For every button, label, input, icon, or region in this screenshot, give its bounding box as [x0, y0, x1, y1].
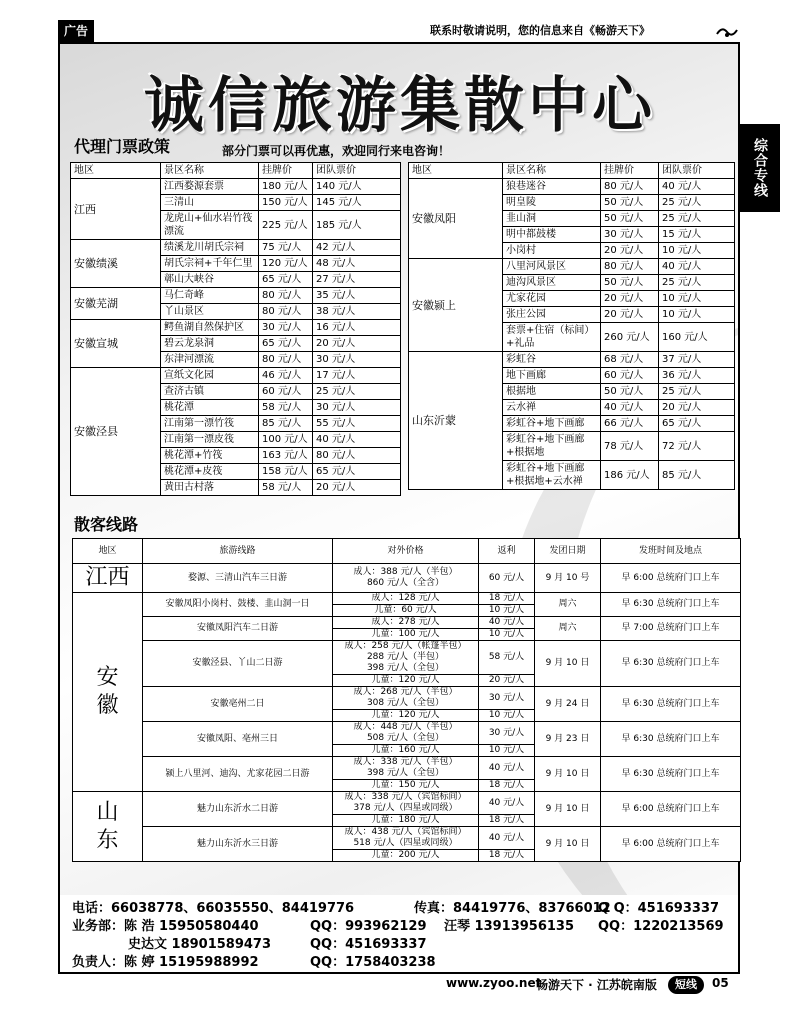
header-note: 联系时敬请说明，您的信息来自《畅游天下》: [430, 24, 650, 37]
group-price-cell: 30 元/人: [313, 352, 401, 368]
table-row: [73, 593, 741, 605]
group-price-cell: 20 元/人: [313, 336, 401, 352]
route-rebate-cell: 18 元/人: [479, 850, 535, 862]
list-price-cell: 46 元/人: [259, 368, 313, 384]
list-price-cell: 60 元/人: [601, 368, 659, 384]
route-section-title: 散客线路: [74, 515, 139, 534]
header-group-price: 团队票价: [313, 163, 401, 179]
table-row: [71, 179, 401, 195]
page-title: 诚信旅游集散中心: [144, 71, 656, 141]
scenic-cell: 桃花潭+皮筏: [161, 464, 259, 480]
region-cell: 安徽凤阳: [409, 179, 503, 259]
sales-contact-3: 史达文 18901589473: [128, 937, 272, 952]
table-row: [71, 240, 401, 256]
group-price-cell: 55 元/人: [313, 416, 401, 432]
list-price-cell: 66 元/人: [601, 416, 659, 432]
list-price-cell: 30 元/人: [259, 320, 313, 336]
list-price-cell: 163 元/人: [259, 448, 313, 464]
table-row: [409, 179, 735, 195]
route-header-price: 对外价格: [333, 539, 479, 564]
table-row: [73, 757, 741, 780]
list-price-cell: 85 元/人: [259, 416, 313, 432]
sales-contact: 业务部：陈 浩 15950580440: [72, 919, 259, 934]
route-rebate-cell: 60 元/人: [479, 564, 535, 593]
group-price-cell: 25 元/人: [313, 384, 401, 400]
table-row: [73, 617, 741, 629]
route-price-cell: 儿童：150 元/人: [333, 780, 479, 792]
route-rebate-cell: 20 元/人: [479, 675, 535, 687]
list-price-cell: 80 元/人: [259, 352, 313, 368]
route-name-cell: 安徽亳州二日: [143, 687, 333, 722]
list-price-cell: 65 元/人: [259, 336, 313, 352]
route-rebate-cell: 10 元/人: [479, 629, 535, 641]
scenic-cell: 龙虎山+仙水岩竹筏漂流: [161, 211, 259, 240]
group-price-cell: 10 元/人: [659, 243, 735, 259]
scenic-cell: 张庄公园: [503, 307, 601, 323]
scenic-cell: 尤家花园: [503, 291, 601, 307]
scenic-cell: 黄田古村落: [161, 480, 259, 496]
scenic-cell: 明中都鼓楼: [503, 227, 601, 243]
scenic-cell: 马仁奇峰: [161, 288, 259, 304]
route-rebate-cell: 40 元/人: [479, 792, 535, 815]
region-cell: 江西: [71, 179, 161, 240]
route-name-cell: 安徽凤阳汽车二日游: [143, 617, 333, 641]
scenic-cell: 迪沟风景区: [503, 275, 601, 291]
group-price-cell: 25 元/人: [659, 211, 735, 227]
header-group-price: 团队票价: [659, 163, 735, 179]
sales-qq: QQ：993962129: [310, 919, 427, 934]
route-time-cell: 早 6:30 总统府门口上车: [601, 687, 741, 722]
sales-qq-3: QQ：451693337: [310, 937, 427, 952]
group-price-cell: 65 元/人: [659, 416, 735, 432]
list-price-cell: 50 元/人: [601, 211, 659, 227]
fax-line: 传真：84419776、83766012: [414, 901, 611, 916]
route-rebate-cell: 40 元/人: [479, 827, 535, 850]
scenic-cell: 查济古镇: [161, 384, 259, 400]
group-price-cell: 37 元/人: [659, 352, 735, 368]
route-price-cell: 儿童：200 元/人: [333, 850, 479, 862]
route-header-time: 发班时间及地点: [601, 539, 741, 564]
side-tab: 综合专线: [740, 124, 780, 212]
group-price-cell: 27 元/人: [313, 272, 401, 288]
list-price-cell: 158 元/人: [259, 464, 313, 480]
list-price-cell: 225 元/人: [259, 211, 313, 240]
scenic-cell: 东津河漂流: [161, 352, 259, 368]
table-row: [409, 259, 735, 275]
sales-qq-2: QQ：1220213569: [598, 919, 724, 934]
scenic-cell: 宣纸文化园: [161, 368, 259, 384]
group-price-cell: 38 元/人: [313, 304, 401, 320]
scenic-cell: 桃花潭: [161, 400, 259, 416]
scenic-cell: 鄣山大峡谷: [161, 272, 259, 288]
scenic-cell: 绩溪龙川胡氏宗祠: [161, 240, 259, 256]
route-region-cell: 山 东: [73, 792, 143, 862]
route-rebate-cell: 10 元/人: [479, 745, 535, 757]
route-time-cell: 早 6:30 总统府门口上车: [601, 641, 741, 687]
route-date-cell: 9 月 23 日: [535, 722, 601, 757]
route-date-cell: 9 月 10 日: [535, 827, 601, 862]
scenic-cell: 碧云龙泉洞: [161, 336, 259, 352]
route-time-cell: 早 6:00 总统府门口上车: [601, 792, 741, 827]
group-price-cell: 10 元/人: [659, 291, 735, 307]
route-price-cell: 成人：258 元/人（帐篷半包） 288 元/人（半包） 398 元/人（全包）: [333, 641, 479, 675]
table-header-row: [409, 163, 735, 179]
section-pill: 短线: [668, 976, 704, 994]
list-price-cell: 80 元/人: [601, 259, 659, 275]
region-cell: 安徽宣城: [71, 320, 161, 368]
route-rebate-cell: 30 元/人: [479, 687, 535, 710]
phone-line: 电话：66038778、66035550、84419776: [72, 901, 355, 916]
list-price-cell: 50 元/人: [601, 195, 659, 211]
list-price-cell: 80 元/人: [601, 179, 659, 195]
route-header-route: 旅游线路: [143, 539, 333, 564]
group-price-cell: 20 元/人: [313, 480, 401, 496]
table-row: [73, 827, 741, 850]
route-rebate-cell: 30 元/人: [479, 722, 535, 745]
route-date-cell: 9 月 10 日: [535, 792, 601, 827]
route-price-cell: 成人：448 元/人（半包） 508 元/人（全包）: [333, 722, 479, 745]
header-scenic: 景区名称: [503, 163, 601, 179]
table-row: [73, 641, 741, 675]
group-price-cell: 65 元/人: [313, 464, 401, 480]
scenic-cell: 地下画廊: [503, 368, 601, 384]
scenic-cell: 丫山景区: [161, 304, 259, 320]
header-scenic: 景区名称: [161, 163, 259, 179]
list-price-cell: 186 元/人: [601, 461, 659, 490]
table-row: [409, 352, 735, 368]
scenic-cell: 胡氏宗祠+千年仁里: [161, 256, 259, 272]
list-price-cell: 60 元/人: [259, 384, 313, 400]
header-list-price: 挂牌价: [601, 163, 659, 179]
list-price-cell: 180 元/人: [259, 179, 313, 195]
manager-contact: 负责人：陈 婷 15195988992: [72, 955, 259, 970]
group-price-cell: 40 元/人: [659, 179, 735, 195]
route-header-region: 地区: [73, 539, 143, 564]
route-time-cell: 早 7:00 总统府门口上车: [601, 617, 741, 641]
list-price-cell: 50 元/人: [601, 384, 659, 400]
scenic-cell: 狼巷迷谷: [503, 179, 601, 195]
ticket-table-left: [70, 162, 401, 496]
route-name-cell: 安徽泾县、丫山二日游: [143, 641, 333, 687]
list-price-cell: 20 元/人: [601, 307, 659, 323]
list-price-cell: 100 元/人: [259, 432, 313, 448]
route-date-cell: 周六: [535, 593, 601, 617]
route-region-cell: 安 徽: [73, 593, 143, 792]
route-price-cell: 成人：438 元/人（宾馆标间） 518 元/人（四星或同级）: [333, 827, 479, 850]
group-price-cell: 15 元/人: [659, 227, 735, 243]
qq-line: Q Q：451693337: [598, 901, 720, 916]
route-date-cell: 9 月 24 日: [535, 687, 601, 722]
list-price-cell: 75 元/人: [259, 240, 313, 256]
region-cell: 安徽泾县: [71, 368, 161, 496]
route-name-cell: 安徽凤阳、亳州三日: [143, 722, 333, 757]
route-price-cell: 成人：388 元/人（半包） 860 元/人（全含）: [333, 564, 479, 593]
route-time-cell: 早 6:30 总统府门口上车: [601, 593, 741, 617]
scenic-cell: 江西婺源套票: [161, 179, 259, 195]
group-price-cell: 185 元/人: [313, 211, 401, 240]
table-row: [71, 368, 401, 384]
route-price-cell: 成人：128 元/人: [333, 593, 479, 605]
route-price-cell: 儿童：120 元/人: [333, 710, 479, 722]
logo-icon: [716, 24, 738, 38]
sales-contact-2: 汪琴 13913956135: [444, 919, 575, 934]
manager-qq: QQ：1758403238: [310, 955, 436, 970]
group-price-cell: 16 元/人: [313, 320, 401, 336]
group-price-cell: 160 元/人: [659, 323, 735, 352]
route-time-cell: 早 6:00 总统府门口上车: [601, 827, 741, 862]
route-rebate-cell: 40 元/人: [479, 617, 535, 629]
route-price-cell: 儿童：160 元/人: [333, 745, 479, 757]
list-price-cell: 68 元/人: [601, 352, 659, 368]
route-rebate-cell: 58 元/人: [479, 641, 535, 675]
scenic-cell: 根据地: [503, 384, 601, 400]
scenic-cell: 八里河风景区: [503, 259, 601, 275]
route-header-date: 发团日期: [535, 539, 601, 564]
website-link[interactable]: www.zyoo.net: [446, 976, 542, 990]
route-time-cell: 早 6:30 总统府门口上车: [601, 722, 741, 757]
scenic-cell: 彩虹谷+地下画廊+根据地: [503, 432, 601, 461]
route-date-cell: 9 月 10 日: [535, 641, 601, 687]
scenic-cell: 彩虹谷: [503, 352, 601, 368]
header-list-price: 挂牌价: [259, 163, 313, 179]
route-name-cell: 安徽凤阳小岗村、鼓楼、韭山洞一日: [143, 593, 333, 617]
list-price-cell: 50 元/人: [601, 275, 659, 291]
group-price-cell: 17 元/人: [313, 368, 401, 384]
region-cell: 山东沂蒙: [409, 352, 503, 490]
list-price-cell: 58 元/人: [259, 480, 313, 496]
header-region: 地区: [71, 163, 161, 179]
route-name-cell: 婺源、三清山汽车三日游: [143, 564, 333, 593]
group-price-cell: 48 元/人: [313, 256, 401, 272]
table-header-row: [71, 163, 401, 179]
route-rebate-cell: 18 元/人: [479, 593, 535, 605]
route-price-cell: 成人：278 元/人: [333, 617, 479, 629]
group-price-cell: 42 元/人: [313, 240, 401, 256]
scenic-cell: 明皇陵: [503, 195, 601, 211]
route-time-cell: 早 6:30 总统府门口上车: [601, 757, 741, 792]
header-region: 地区: [409, 163, 503, 179]
route-rebate-cell: 18 元/人: [479, 780, 535, 792]
group-price-cell: 25 元/人: [659, 275, 735, 291]
page-number: 05: [712, 976, 729, 990]
scenic-cell: 韭山洞: [503, 211, 601, 227]
list-price-cell: 78 元/人: [601, 432, 659, 461]
list-price-cell: 20 元/人: [601, 291, 659, 307]
route-time-cell: 早 6:00 总统府门口上车: [601, 564, 741, 593]
list-price-cell: 150 元/人: [259, 195, 313, 211]
group-price-cell: 25 元/人: [659, 195, 735, 211]
route-price-cell: 成人：268 元/人（半包） 308 元/人（全包）: [333, 687, 479, 710]
region-cell: 安徽芜湖: [71, 288, 161, 320]
route-name-cell: 魅力山东沂水二日游: [143, 792, 333, 827]
route-date-cell: 9 月 10 号: [535, 564, 601, 593]
ticket-section-note: 部分门票可以再优惠，欢迎同行来电咨询！: [222, 144, 451, 158]
ticket-table-right: [408, 162, 735, 490]
group-price-cell: 20 元/人: [659, 400, 735, 416]
route-rebate-cell: 40 元/人: [479, 757, 535, 780]
table-row: [73, 722, 741, 745]
table-row: [73, 792, 741, 815]
group-price-cell: 36 元/人: [659, 368, 735, 384]
list-price-cell: 80 元/人: [259, 288, 313, 304]
group-price-cell: 25 元/人: [659, 384, 735, 400]
group-price-cell: 40 元/人: [313, 432, 401, 448]
contact-block: [60, 895, 738, 972]
group-price-cell: 140 元/人: [313, 179, 401, 195]
route-rebate-cell: 18 元/人: [479, 815, 535, 827]
route-rebate-cell: 10 元/人: [479, 605, 535, 617]
route-price-cell: 儿童：120 元/人: [333, 675, 479, 687]
list-price-cell: 120 元/人: [259, 256, 313, 272]
table-row: [71, 320, 401, 336]
group-price-cell: 80 元/人: [313, 448, 401, 464]
ad-tag: 广告: [58, 20, 94, 42]
list-price-cell: 58 元/人: [259, 400, 313, 416]
scenic-cell: 套票+住宿（标间）+礼品: [503, 323, 601, 352]
region-cell: 安徽颍上: [409, 259, 503, 352]
list-price-cell: 30 元/人: [601, 227, 659, 243]
group-price-cell: 30 元/人: [313, 400, 401, 416]
list-price-cell: 260 元/人: [601, 323, 659, 352]
route-price-cell: 成人：338 元/人（宾馆标间） 378 元/人（四星或同级）: [333, 792, 479, 815]
route-date-cell: 周六: [535, 617, 601, 641]
publication-name: 畅游天下 · 江苏皖南版: [536, 978, 657, 992]
route-name-cell: 魅力山东沂水三日游: [143, 827, 333, 862]
scenic-cell: 彩虹谷+地下画廊: [503, 416, 601, 432]
table-header-row: [73, 539, 741, 564]
group-price-cell: 40 元/人: [659, 259, 735, 275]
route-header-rebate: 返利: [479, 539, 535, 564]
scenic-cell: 云水禅: [503, 400, 601, 416]
route-price-cell: 儿童：60 元/人: [333, 605, 479, 617]
scenic-cell: 桃花潭+竹筏: [161, 448, 259, 464]
ticket-section-title: 代理门票政策: [74, 137, 171, 156]
scenic-cell: 江南第一漂皮筏: [161, 432, 259, 448]
route-price-cell: 儿童：100 元/人: [333, 629, 479, 641]
group-price-cell: 72 元/人: [659, 432, 735, 461]
group-price-cell: 145 元/人: [313, 195, 401, 211]
table-row: [73, 687, 741, 710]
scenic-cell: 三清山: [161, 195, 259, 211]
route-price-cell: 成人：338 元/人（半包） 398 元/人（全包）: [333, 757, 479, 780]
scenic-cell: 小岗村: [503, 243, 601, 259]
route-price-cell: 儿童：180 元/人: [333, 815, 479, 827]
route-region-cell: 江西: [73, 564, 143, 593]
scenic-cell: 彩虹谷+地下画廊+根据地+云水禅: [503, 461, 601, 490]
list-price-cell: 80 元/人: [259, 304, 313, 320]
route-date-cell: 9 月 10 日: [535, 757, 601, 792]
table-row: [71, 288, 401, 304]
route-table: [72, 538, 741, 862]
route-name-cell: 颍上八里河、迪沟、尤家花园二日游: [143, 757, 333, 792]
group-price-cell: 35 元/人: [313, 288, 401, 304]
list-price-cell: 65 元/人: [259, 272, 313, 288]
list-price-cell: 40 元/人: [601, 400, 659, 416]
scenic-cell: 鳄鱼湖自然保护区: [161, 320, 259, 336]
scenic-cell: 江南第一漂竹筏: [161, 416, 259, 432]
list-price-cell: 20 元/人: [601, 243, 659, 259]
table-row: [73, 564, 741, 593]
route-rebate-cell: 10 元/人: [479, 710, 535, 722]
region-cell: 安徽绩溪: [71, 240, 161, 288]
group-price-cell: 85 元/人: [659, 461, 735, 490]
group-price-cell: 10 元/人: [659, 307, 735, 323]
